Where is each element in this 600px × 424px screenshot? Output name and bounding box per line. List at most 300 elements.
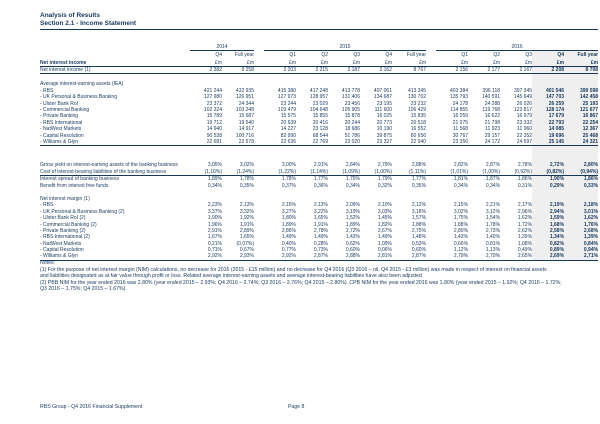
value-cell: 0,66% [453, 240, 469, 247]
note-line: (2) PBB NIM for the year ended 2016 was 2.80% (year ended 2015 – 2.93%; Q4 2016 – 2.74%; Q3 2016 – 2.76%; Q4 2015 – 2.80%). CPB NIM for the year ended 2016 was 1.80% (year ended 2015 – 1.92%; Q4 2016 – 1.72%; [40, 279, 562, 286]
value-cell: 127 980 [203, 94, 222, 101]
spacer-cell [392, 146, 426, 163]
quarter-header: Q2 [321, 51, 328, 58]
unit-cell: £m [532, 58, 564, 67]
value-cell: 21 798 [484, 119, 501, 126]
value-cell: 1,87% [485, 176, 501, 183]
value-cell: 2,70% [468, 253, 500, 260]
value-cell: 0,60% [345, 247, 360, 254]
value-cell: 22 678 [222, 139, 254, 146]
value-cell: 23 020 [328, 139, 360, 146]
spacer-cell [360, 189, 392, 196]
value-cell: 106 429 [407, 107, 427, 114]
value-cell: 90 538 [206, 132, 222, 139]
value-cell: 1,54% [485, 215, 501, 222]
value-cell: 100 716 [235, 132, 254, 139]
value-cell: (1,11%) [392, 169, 426, 176]
row-label: - NatWest Markets [40, 240, 82, 247]
value-cell: 14 917 [238, 126, 254, 133]
spacer-cell [40, 74, 190, 82]
value-cell: 2,91% [207, 227, 222, 234]
value-cell: 1,77% [313, 176, 328, 183]
value-cell: 1,65% [313, 215, 328, 222]
spacer-cell [436, 189, 468, 196]
year-header: 2014 [190, 42, 254, 51]
value-cell: (1,01%) [436, 169, 468, 176]
gap-cell [254, 51, 264, 59]
value-cell: 0,89% [532, 247, 564, 253]
value-cell: 17 679 [532, 113, 564, 119]
value-cell: 2,23% [207, 202, 222, 209]
value-cell: 2,13% [239, 202, 254, 209]
value-cell: 2,86% [281, 227, 296, 234]
row-label: - Private Banking [40, 113, 79, 120]
row-label: - Ulster Bank RoI (2) [40, 215, 86, 222]
value-cell: 2,80% [564, 162, 598, 168]
footer-doc-title: RBS Group - Q4 2016 Financial Supplement [40, 404, 143, 410]
value-cell: 21 075 [452, 119, 469, 126]
value-cell: 1,88% [411, 221, 427, 228]
value-cell: 2 167 [500, 67, 532, 74]
value-cell: 2,92% [264, 253, 296, 260]
value-cell: 0,29% [532, 182, 564, 188]
page-header [40, 12, 598, 30]
value-cell: 121 677 [564, 107, 598, 113]
notes [40, 260, 598, 293]
value-cell: 1,89% [281, 221, 296, 228]
value-cell: 23 029 [312, 100, 328, 107]
spacer-cell [190, 189, 222, 196]
row-label: - Commercial Banking (2) [40, 221, 97, 228]
value-cell: 2,68% [564, 228, 598, 234]
value-cell: 3,32% [239, 208, 254, 215]
value-cell: 2,91% [313, 162, 328, 169]
value-cell: (1,00%) [360, 169, 392, 176]
value-cell: 1,12% [453, 247, 469, 254]
value-cell: 103 479 [277, 107, 296, 114]
value-cell: 16 025 [376, 113, 392, 120]
value-cell: 22 352 [516, 132, 533, 139]
value-cell: 2,72% [532, 162, 564, 168]
value-cell: 11 960 [517, 126, 533, 133]
value-cell: 1,86% [517, 176, 533, 183]
value-cell: 0,06% [377, 247, 392, 254]
value-cell: 15 789 [206, 113, 222, 120]
gap-cell [426, 51, 436, 59]
spacer-cell [564, 146, 598, 163]
value-cell: 0,40% [281, 240, 296, 247]
spacer-cell [296, 189, 328, 196]
value-cell: 20 416 [312, 119, 328, 126]
value-cell: 0,34% [453, 182, 469, 189]
value-cell: 25 468 [564, 133, 598, 139]
row-label: - RBS [40, 87, 54, 94]
report-title: Analysis of Results [40, 12, 100, 19]
value-cell: 1,91% [313, 221, 328, 228]
value-cell: 19 540 [238, 119, 254, 126]
value-cell: 2,93% [222, 253, 254, 260]
spacer-cell [222, 74, 254, 82]
value-cell: 15 855 [312, 113, 328, 120]
spacer-cell [500, 74, 532, 82]
value-cell: 22 940 [392, 139, 426, 146]
value-cell: 2 382 [190, 67, 222, 74]
page-footer [40, 404, 598, 410]
quarter-header: Q1 [289, 51, 296, 58]
value-cell: (0,82%) [532, 169, 564, 176]
value-cell: 432 935 [235, 87, 254, 94]
unit-row [40, 58, 598, 67]
unit-cell: £m [564, 58, 598, 67]
value-cell: 0,60% [411, 247, 427, 254]
value-cell: 0,34% [345, 182, 360, 189]
value-cell: 147 703 [532, 94, 564, 100]
gap-cell [254, 67, 264, 74]
spacer-cell [436, 74, 468, 82]
unit-cell: £m [190, 58, 222, 67]
value-cell: 16 259 [452, 113, 469, 120]
row-label: - RBS International [40, 119, 83, 126]
value-cell: 134 687 [373, 94, 392, 101]
value-cell: (1,24%) [222, 169, 254, 176]
value-cell: 3,27% [281, 208, 296, 215]
spacer-cell [328, 189, 360, 196]
value-cell: 2,78% [313, 227, 328, 234]
spacer-cell [328, 74, 360, 82]
spacer-row [40, 189, 598, 196]
value-cell: 1,89% [345, 221, 360, 228]
value-cell: 0,53% [411, 240, 427, 247]
value-cell: 2,82% [453, 162, 469, 169]
spacer-cell [564, 74, 598, 82]
value-cell: 15 687 [238, 113, 254, 120]
value-cell: 1,39% [517, 234, 533, 241]
row-label: - Capital Resolution [40, 247, 84, 254]
year-header: 2016 [436, 42, 598, 51]
value-cell: 19 696 [532, 133, 564, 139]
row-label: - Williams & Glyn [40, 253, 190, 260]
note-line: Q3 2016 – 1.75%; Q4 2015 – 1.67%). [40, 286, 127, 293]
value-cell: 2 177 [468, 67, 500, 74]
value-cell: (1,14%) [296, 169, 328, 176]
gap-cell [426, 67, 436, 74]
value-cell: 25 145 [532, 139, 564, 146]
value-cell: 0,49% [517, 247, 533, 254]
value-cell: 1,49% [313, 234, 328, 241]
value-cell: 135 793 [449, 94, 469, 101]
value-cell: 1,67% [207, 234, 222, 241]
value-cell: 10 190 [376, 126, 392, 133]
spacer-cell [328, 146, 360, 163]
value-cell: 3,05% [207, 162, 222, 169]
value-cell: 0,81% [485, 240, 501, 247]
value-cell: 11 568 [453, 126, 469, 133]
spacer-cell [296, 146, 328, 163]
value-cell: 11 923 [485, 126, 501, 133]
value-cell: 2,87% [485, 162, 501, 169]
value-cell: 24 288 [484, 100, 501, 107]
value-cell: 3,03% [377, 208, 392, 215]
value-cell: 2 162 [360, 67, 392, 74]
row-label: - UK Personal & Business Banking [40, 94, 117, 101]
value-cell: 2 156 [436, 67, 468, 74]
value-cell: 1,48% [411, 234, 427, 241]
value-cell: 16 979 [516, 113, 533, 120]
value-cell: 2,96% [517, 208, 533, 215]
value-cell: 16 552 [410, 126, 427, 133]
value-cell: 119 768 [482, 107, 501, 114]
gap-cell [254, 176, 264, 183]
value-cell: 25 193 [564, 101, 598, 107]
unit-cell: £m [468, 58, 500, 67]
value-cell: 1,81% [453, 176, 469, 183]
row-label: - Williams & Glyn [40, 139, 190, 146]
value-cell: 0,35% [411, 182, 427, 189]
value-cell: 2,87% [296, 253, 328, 260]
quarter-header: Full year [406, 51, 427, 58]
value-cell: 140 591 [481, 94, 501, 101]
value-cell: 9 258 [222, 67, 254, 74]
value-cell: 22 769 [296, 139, 328, 146]
gap-cell [426, 189, 436, 196]
value-cell: 123 817 [513, 107, 533, 114]
value-cell: 1,57% [411, 215, 427, 222]
row-label: Average interest-earning assets (IEA) [40, 81, 124, 88]
value-cell: (1,16%) [190, 169, 222, 176]
value-cell: 126 951 [235, 94, 254, 101]
value-cell: 60 656 [410, 132, 427, 139]
spacer-cell [222, 189, 254, 196]
spacer-row [40, 146, 598, 163]
spacer-cell [564, 189, 598, 196]
value-cell: 23 232 [410, 100, 427, 107]
row-label: - Private Banking (2) [40, 227, 86, 234]
table-row [40, 169, 598, 176]
value-cell: 15 878 [344, 113, 360, 120]
unit-cell: £m [360, 58, 392, 67]
value-cell: 0,35% [239, 182, 254, 189]
value-cell: 22 681 [190, 139, 222, 146]
value-cell: 2,88% [328, 253, 360, 260]
value-cell: (1,22%) [264, 169, 296, 176]
value-cell: 1,09% [377, 240, 392, 247]
corner-cell [40, 51, 190, 59]
value-cell: 0,36% [313, 182, 328, 189]
value-cell: 2,67% [377, 227, 392, 234]
value-cell: 421 244 [203, 87, 222, 94]
value-cell: 39 875 [376, 132, 392, 139]
value-cell: 23 244 [280, 100, 296, 107]
spacer-cell [190, 146, 222, 163]
year-header: 2015 [264, 42, 426, 51]
footer-page-number: Page 8 [288, 404, 305, 410]
value-cell: 23 128 [312, 126, 328, 133]
value-cell: 23 456 [344, 100, 360, 107]
section-title: Section 2.1 - Income Statement [40, 20, 598, 30]
value-cell: 22 254 [564, 120, 598, 126]
value-cell: 23 195 [376, 100, 392, 107]
row-label: - Commercial Banking [40, 107, 90, 114]
value-cell: 26 026 [516, 100, 533, 107]
value-cell: (1,00%) [468, 169, 500, 176]
value-cell: 68 544 [312, 132, 328, 139]
unit-cell: £m [392, 58, 426, 67]
row-label: Net interest margin (1) [40, 195, 90, 202]
quarter-header: Q1 [461, 51, 469, 58]
spacer-cell [296, 74, 328, 82]
value-cell: 1,62% [564, 215, 598, 221]
notes-heading: Notes: [40, 260, 55, 266]
gap-cell [254, 74, 264, 82]
value-cell: 23 327 [360, 139, 392, 146]
spacer-cell [190, 74, 222, 82]
value-cell: 1,76% [564, 221, 598, 227]
quarter-header-row [40, 51, 598, 59]
value-cell: 130 702 [407, 94, 427, 101]
value-cell: 51 786 [344, 132, 360, 139]
quarter-header: Full year [234, 51, 254, 58]
value-cell: 1,62% [517, 215, 533, 222]
row-label: - Ulster Bank RoI [40, 100, 79, 107]
spacer-cell [532, 146, 564, 163]
value-cell: 1,91% [239, 221, 254, 228]
value-cell: 2,84% [345, 162, 360, 169]
value-cell: 2,65% [500, 253, 532, 260]
spacer-cell [40, 146, 190, 163]
value-cell: 145 649 [513, 94, 533, 101]
value-cell: 2,78% [517, 162, 533, 169]
value-cell: 20 244 [344, 119, 360, 126]
value-cell: 1,90% [532, 176, 564, 183]
value-cell: 0,94% [564, 247, 598, 253]
value-cell: 12 367 [564, 126, 598, 132]
value-cell: (1,09%) [328, 169, 360, 176]
quarter-header: Q2 [493, 51, 501, 58]
value-cell: 3,02% [239, 162, 254, 169]
row-label: - RBS International (2) [40, 234, 90, 241]
value-cell: 1,78% [485, 221, 501, 228]
gap-cell [254, 169, 264, 176]
value-cell: 2,09% [345, 202, 360, 209]
gap-cell [254, 189, 264, 196]
value-cell: 131 406 [341, 94, 360, 101]
gap-cell [254, 58, 264, 67]
value-cell: 1,86% [564, 176, 598, 183]
value-cell: 104 648 [309, 107, 328, 114]
spacer-cell [222, 146, 254, 163]
value-cell: 26 259 [532, 101, 564, 107]
value-cell: 1,78% [281, 176, 296, 183]
value-cell: 413 778 [341, 87, 360, 94]
row-label: - UK Personal & Business Banking (2) [40, 208, 125, 215]
value-cell: 2,89% [239, 227, 254, 234]
value-cell: 19 712 [206, 119, 222, 126]
quarter-header: Q4 [385, 51, 392, 58]
value-cell: 23 332 [516, 119, 533, 126]
gap-cell [254, 139, 264, 146]
quarter-header: Full year [564, 51, 598, 59]
unit-cell: £m [296, 58, 328, 67]
value-cell: 1,52% [345, 215, 360, 222]
value-cell: 2 215 [296, 67, 328, 74]
value-cell: 18 686 [344, 126, 360, 133]
value-cell: 15 575 [280, 113, 296, 120]
gap-cell [426, 42, 436, 51]
value-cell: 127 973 [277, 94, 296, 101]
value-cell: 2,94% [532, 209, 564, 215]
value-cell: 0,37% [281, 182, 296, 189]
spacer-cell [392, 189, 426, 196]
value-cell: (0,07%) [236, 240, 254, 247]
value-cell: 2,17% [517, 202, 533, 209]
value-cell: 2,10% [377, 202, 392, 209]
value-cell: 2,69% [532, 253, 564, 260]
value-cell: 2,21% [485, 202, 501, 209]
spacer-cell [264, 74, 296, 82]
row-label: - Capital Resolution [40, 132, 84, 139]
value-cell: 2,15% [281, 202, 296, 209]
value-cell: 397 345 [513, 87, 533, 94]
value-cell: 14 940 [206, 126, 222, 133]
row-label: Interest spread of banking business [40, 176, 119, 183]
value-cell: 3,19% [345, 208, 360, 215]
value-cell: 23 356 [436, 139, 468, 146]
value-cell: 2 187 [328, 67, 360, 74]
value-cell: 2,58% [532, 228, 564, 234]
value-cell: 1,88% [453, 221, 469, 228]
value-cell: 24 597 [500, 139, 532, 146]
value-cell: 0,34% [207, 182, 222, 189]
value-cell: 2,79% [436, 253, 468, 260]
value-cell: 128 174 [532, 107, 564, 113]
value-cell: 1,92% [239, 215, 254, 222]
value-cell: 1,75% [453, 215, 469, 222]
unit-cell: £m [500, 58, 532, 67]
value-cell: 1,49% [281, 234, 296, 241]
value-cell: 2,80% [453, 227, 469, 234]
gap-cell [426, 139, 436, 146]
value-cell: 24 178 [452, 100, 469, 107]
value-cell: 1,82% [377, 221, 392, 228]
value-cell: 103 248 [235, 107, 254, 114]
unit-cell: £m [222, 58, 254, 67]
value-cell: 2,87% [392, 253, 426, 260]
row-label: - NatWest Markets [40, 126, 82, 133]
value-cell: 1,72% [517, 221, 533, 228]
value-cell: 0,67% [239, 247, 254, 254]
quarter-header: Q3 [353, 51, 360, 58]
unit-cell: £m [328, 58, 360, 67]
spacer-cell [264, 146, 296, 163]
value-cell: 2,15% [453, 202, 469, 209]
value-cell: 142 458 [564, 94, 598, 100]
value-cell: 20 639 [280, 119, 296, 126]
value-cell: 2,79% [377, 162, 392, 169]
value-cell: 15 835 [410, 113, 427, 120]
gap-cell [426, 74, 436, 82]
corner-cell [40, 42, 190, 51]
spacer-cell [532, 74, 564, 82]
spacer-cell [468, 146, 500, 163]
value-cell: (0,92%) [500, 169, 532, 176]
value-cell: 14 227 [280, 126, 296, 133]
gap-cell [254, 146, 264, 163]
value-cell: 1,68% [532, 221, 564, 227]
value-cell: (0,94%) [564, 169, 598, 176]
spacer-cell [436, 146, 468, 163]
value-cell: 3,01% [564, 209, 598, 215]
value-cell: 102 324 [203, 107, 222, 114]
